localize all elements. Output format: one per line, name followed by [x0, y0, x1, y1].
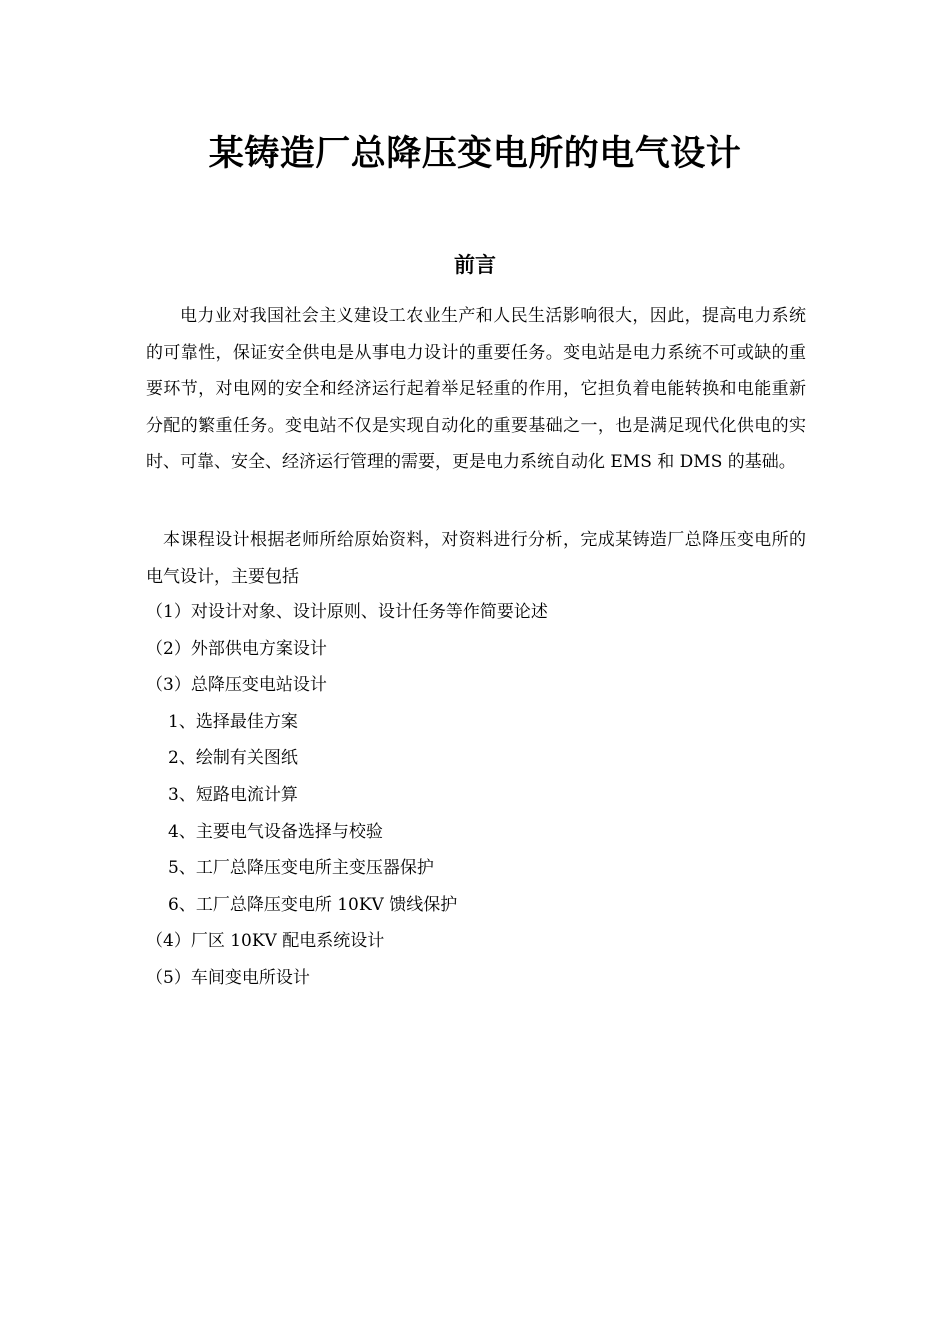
list-item: 4、主要电气设备选择与校验	[168, 821, 383, 842]
preface-paragraph-2: 本课程设计根据老师所给原始资料，对资料进行分析，完成某铸造厂总降压变电所的电气设计，主要包括	[146, 530, 806, 587]
list-item: 1、选择最佳方案	[168, 711, 298, 732]
list-item: （3）总降压变电站设计	[146, 675, 327, 696]
list-item: （4）厂区 10KV 配电系统设计	[146, 931, 385, 952]
list-item: 6、工厂总降压变电所 10KV 馈线保护	[168, 894, 458, 915]
list-item: 5、工厂总降压变电所主变压器保护	[168, 858, 434, 879]
list-item: （2）外部供电方案设计	[146, 638, 327, 659]
document-title: 某铸造厂总降压变电所的电气设计	[208, 134, 742, 174]
design-content-list	[146, 594, 806, 997]
list-item: （1）对设计对象、设计原则、设计任务等作简要论述	[146, 602, 548, 622]
preface-heading: 前言	[454, 253, 496, 277]
preface-paragraph-1: 电力业对我国社会主义建设工农业生产和人民生活影响很大，因此，提高电力系统的可靠性，保证安全供电是从事电力设计的重要任务。变电站是电力系统不可或缺的重要环节，对电网的安全和经济运行起着举足轻重的作用，它担负着电能转换和电能重新分配的繁重任务。变电站不仅是实现自动化的重要基础之一，也是满足现代化供电的实时、可靠、安全、经济运行管理的需要，更是电力系统自动化 EMS 和 DMS 的基础。	[146, 306, 806, 472]
list-item: （5）车间变电所设计	[146, 967, 310, 988]
list-item: 3、短路电流计算	[168, 784, 298, 805]
list-item: 2、绘制有关图纸	[168, 748, 298, 769]
